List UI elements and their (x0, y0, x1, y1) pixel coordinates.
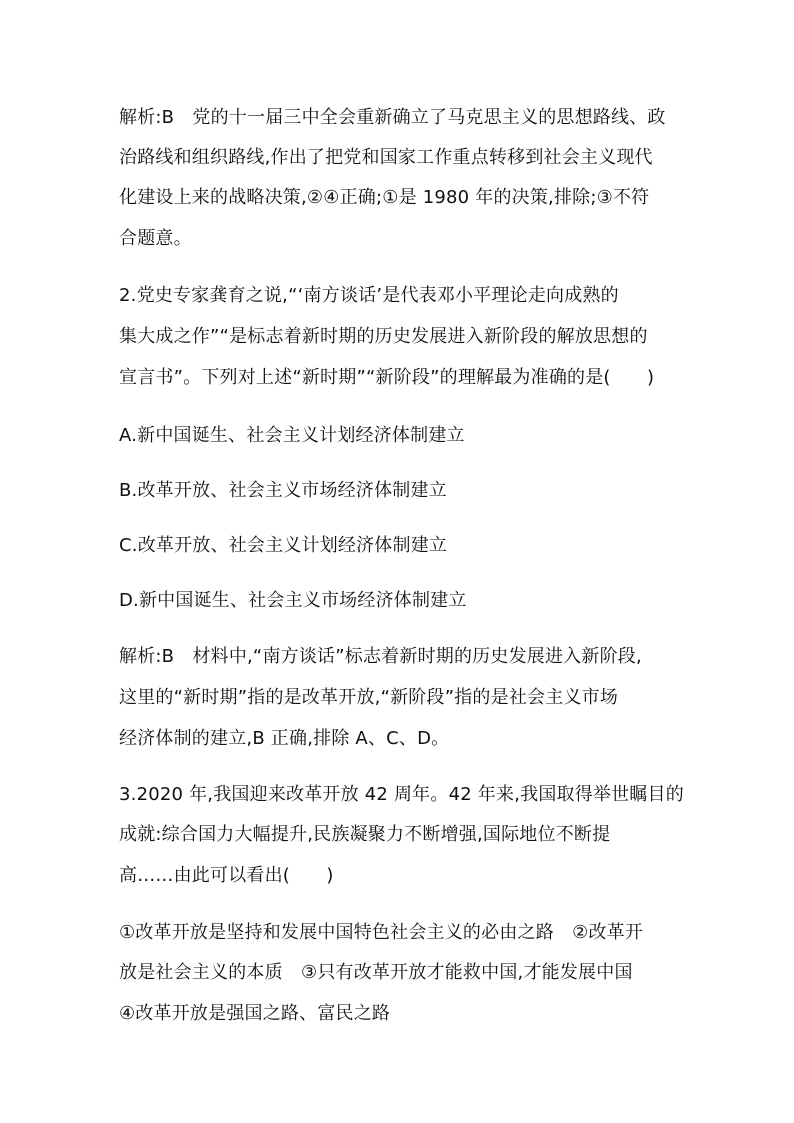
answer-1-line-4: 合题意。 (119, 228, 192, 249)
statement-line-2: 放是社会主义的本质 ③只有改革开放才能救中国,才能发展中国 (119, 962, 633, 983)
question-3-line-2: 成就:综合国力大幅提升,民族凝聚力不断增强,国际地位不断提 (119, 824, 611, 845)
answer-1-line-2: 治路线和组织路线,作出了把党和国家工作重点转移到社会主义现代 (119, 147, 653, 168)
option-d: D.新中国诞生、社会主义市场经济体制建立 (119, 590, 467, 611)
question-2-line-2: 集大成之作”“是标志着新时期的历史发展进入新阶段的解放思想的 (119, 326, 648, 347)
option-b: B.改革开放、社会主义市场经济体制建立 (119, 480, 447, 501)
answer-2-line-1: 解析:B 材料中,“南方谈话”标志着新时期的历史发展进入新阶段, (119, 646, 642, 667)
option-c: C.改革开放、社会主义计划经济体制建立 (119, 535, 448, 556)
statement-line-1: ①改革开放是坚持和发展中国特色社会主义的必由之路 ②改革开 (119, 922, 644, 943)
answer-1-line-3: 化建设上来的战略决策,②④正确;①是 1980 年的决策,排除;③不符 (119, 187, 650, 208)
question-2-line-1: 2.党史专家龚育之说,“‘南方谈话’是代表邓小平理论走向成熟的 (119, 285, 619, 306)
option-a: A.新中国诞生、社会主义计划经济体制建立 (119, 425, 465, 446)
answer-2-line-3: 经济体制的建立,B 正确,排除 A、C、D。 (119, 728, 450, 749)
statement-line-3: ④改革开放是强国之路、富民之路 (119, 1003, 391, 1024)
answer-2-line-2: 这里的“新时期”指的是改革开放,“新阶段”指的是社会主义市场 (119, 687, 619, 708)
question-2-line-3: 宣言书”。下列对上述“新时期”“新阶段”的理解最为准确的是( ) (119, 367, 655, 388)
question-3-line-3: 高……由此可以看出( ) (119, 865, 334, 886)
answer-1-line-1: 解析:B 党的十一届三中全会重新确立了马克思主义的思想路线、政 (119, 107, 666, 128)
question-3-line-1: 3.2020 年,我国迎来改革开放 42 周年。42 年来,我国取得举世瞩目的 (119, 784, 684, 805)
